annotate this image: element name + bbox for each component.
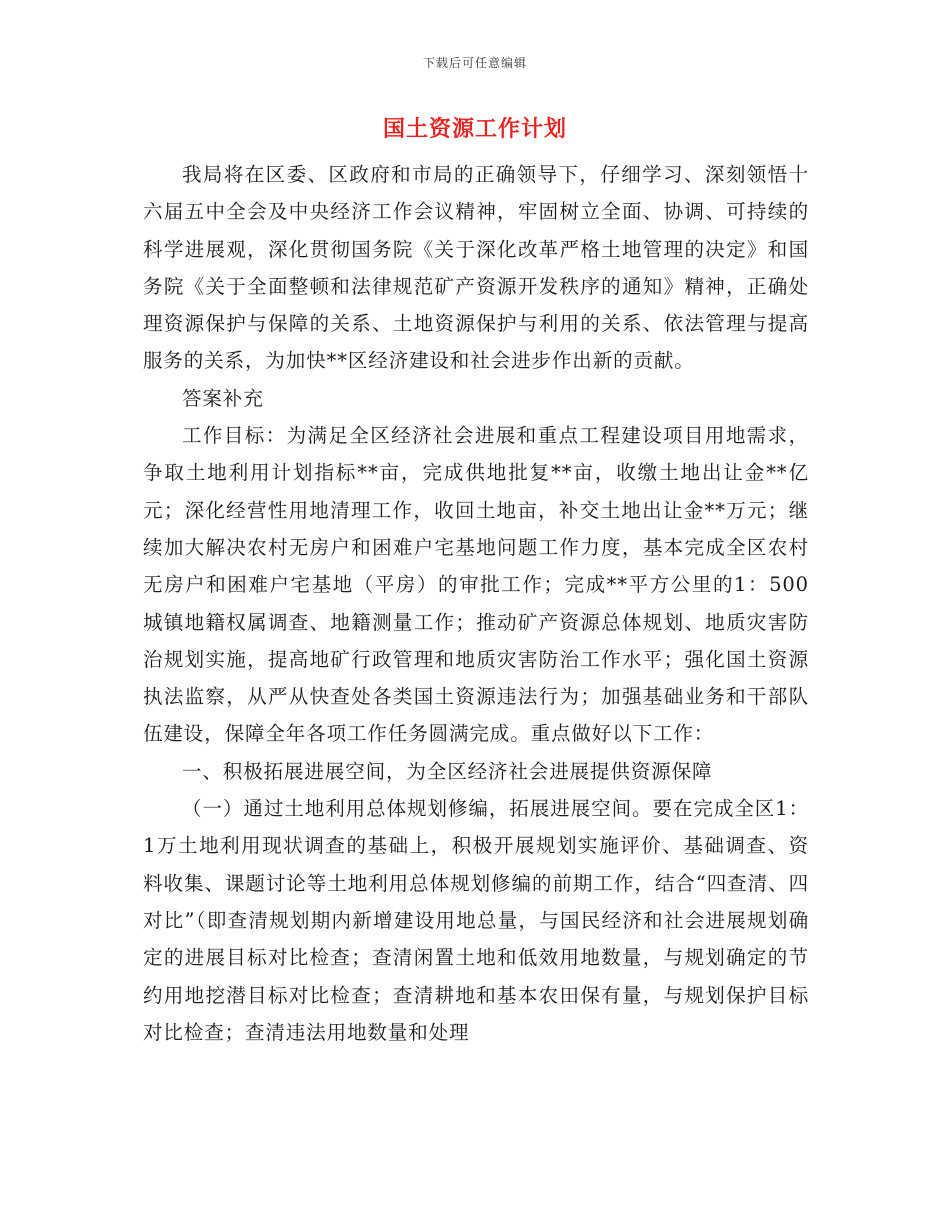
paragraph-supplement: 答案补充 <box>182 386 264 410</box>
document-title: 国土资源工作计划 <box>382 116 567 142</box>
paragraph-goals: 工作目标：为满足全区经济社会进展和重点工程建设项目用地需求，争取土地利用计划指标**亩，完成供地批复**亩，收缴土地出让金**亿元；深化经营性用地清理工作，收回土地亩，补交土地出让金**万元；继续加大解决农村无房户和困难户宅基地问题工作力度，基本完成全区农村无房户和困难户宅基地（平房）的审批工作；完成**平方公里的1：500城镇地籍权属调查、地籍测量工作；推动矿产资源总体规划、地质灾害防治规划实施，提高地矿行政管理和地质灾害防治工作水平；强化国土资源执法监察，从严从快查处各类国土资源违法行为；加强基础业务和干部队伍建设，保障全年各项工作任务圆满完成。重点做好以下工作： <box>143 424 809 746</box>
document-body <box>143 156 809 1051</box>
paragraph-section-one-item-one: （一）通过土地利用总体规划修编，拓展进展空间。要在完成全区1：1万土地利用现状调查的基础上，积极开展规划实施评价、基础调查、资料收集、课题讨论等土地利用总体规划修编的前期工作，结合“四查清、四对比”（即查清规划期内新增建设用地总量，与国民经济和社会进展规划确定的进展目标对比检查；查清闲置土地和低效用地数量，与规划确定的节约用地挖潜目标对比检查；查清耕地和基本农田保有量，与规划保护目标对比检查；查清违法用地数量和处理 <box>143 797 809 1044</box>
paragraph-intro: 我局将在区委、区政府和市局的正确领导下，仔细学习、深刻领悟十六届五中全会及中央经济工作会议精神，牢固树立全面、协调、可持续的科学进展观，深化贯彻国务院《关于深化改革严格土地管理的决定》和国务院《关于全面整顿和法律规范矿产资源开发秩序的通知》精神，正确处理资源保护与保障的关系、土地资源保护与利用的关系、依法管理与提高服务的关系，为加快**区经济建设和社会进步作出新的贡献。 <box>143 163 809 373</box>
paragraph-section-one-heading: 一、积极拓展进展空间，为全区经济社会进展提供资源保障 <box>182 759 713 783</box>
header-note: 下载后可任意编辑 <box>422 56 527 70</box>
